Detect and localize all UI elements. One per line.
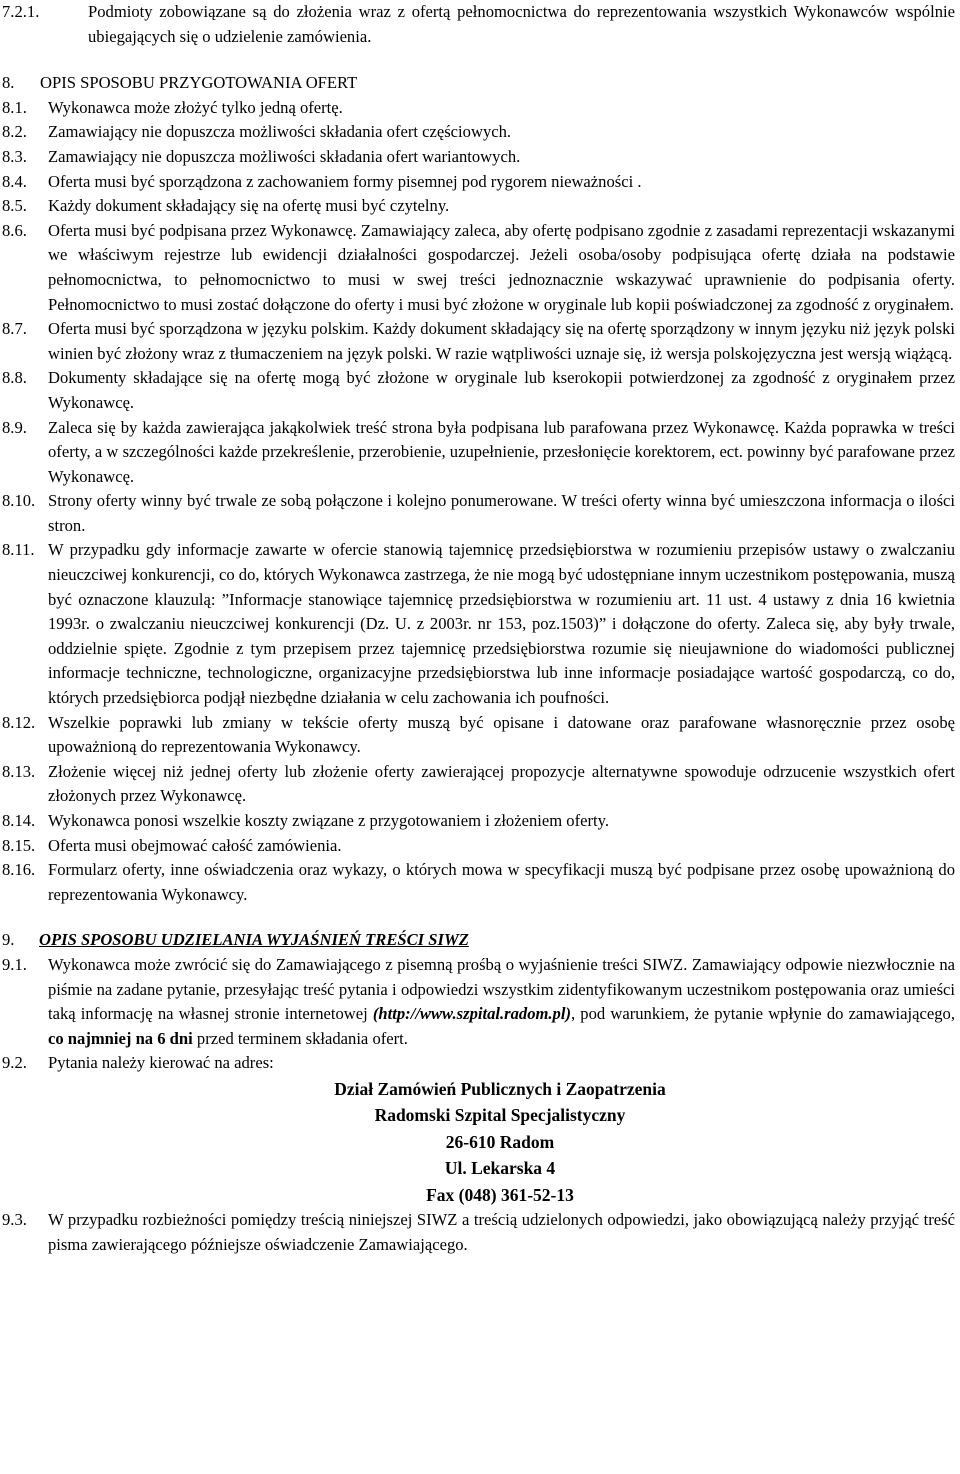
section-8-heading: [0, 71, 960, 96]
paragraph-9-2: [0, 1051, 960, 1076]
section-title: OPIS SPOSOBU UDZIELANIA WYJAŚNIEŃ TREŚCI SIWZ: [39, 930, 469, 950]
address-line: Ul. Lekarska 4: [444, 1158, 556, 1179]
paragraph-number: 8.16.: [2, 860, 36, 880]
section-8-items: [0, 96, 960, 908]
paragraph-text: Pytania należy kierować na adres:: [48, 1053, 274, 1073]
paragraph-8-10: [0, 489, 960, 538]
paragraph-8-3: [0, 145, 960, 170]
paragraph-number: 8.13.: [2, 761, 36, 781]
paragraph-number: 9.3.: [2, 1210, 27, 1230]
paragraph-text: Oferta musi być sporządzona w języku polskim. Każdy dokument składający się na ofertę sporządzony w innym języku niż język polski winien być złożony wraz z tłumaczeniem na język polski. W razie wątpliwości uznaje się, iż wersja polskojęzyczna jest wersją wiążącą.: [48, 319, 955, 363]
section-9-heading: [0, 928, 960, 953]
paragraph-text: Podmioty zobowiązane są do złożenia wraz z ofertą pełnomocnictwa do reprezentowania wszystkich Wykonawców wspólnie ubiegających się o udzielenie zamówienia.: [88, 2, 955, 46]
paragraph-text: Wykonawca może złożyć tylko jedną ofertę.: [48, 97, 343, 117]
paragraph-8-6: [0, 219, 960, 317]
paragraph-number: 7.2.1.: [2, 2, 40, 21]
paragraph-text: Zamawiający nie dopuszcza możliwości składania ofert częściowych.: [48, 122, 512, 142]
paragraph-8-15: [0, 834, 960, 859]
paragraph-text: Oferta musi obejmować całość zamówienia.: [48, 835, 342, 855]
text-part: przed terminem składania ofert.: [192, 1028, 408, 1048]
paragraph-number: 8.5.: [2, 196, 27, 216]
paragraph-text: Oferta musi być podpisana przez Wykonawcę. Zamawiający zaleca, aby ofertę podpisano zgodnie z zasadami reprezentacji wskazanymi we właściwym rejestrze lub ewidencji działalności gospodarczej. Jeżeli osoba/osoby podpisująca ofertę działa na podstawie pełnomocnictwa, to pełnomocnictwo to musi w swej treści jednoznacznie wskazywać uprawnienie do podpisania oferty. Pełnomocnictwo to musi zostać dołączone do oferty i musi być złożone w oryginale lub kopii poświadczonej za zgodność z oryginałem.: [48, 220, 955, 314]
paragraph-text: Złożenie więcej niż jednej oferty lub złożenie oferty zawierającej propozycje alternatywne spowoduje odrzucenie wszystkich ofert złożonych przez Wykonawcę.: [48, 761, 955, 806]
paragraph-text: Strony oferty winny być trwale ze sobą połączone i kolejno ponumerowane. W treści oferty winna być umieszczona informacja o ilości stron.: [48, 491, 955, 535]
paragraph-8-14: [0, 809, 960, 834]
section-number: 8.: [2, 73, 15, 93]
paragraph-text: W przypadku gdy informacje zawarte w ofercie stanowią tajemnicę przedsiębiorstwa w rozumieniu przepisów ustawy o zwalczaniu nieuczciwej konkurencji, co do, których Wykonawca zastrzega, że nie mogą być udostępniane innym uczestnikom postępowania, muszą być oznaczone klauzulą: ”Informacje stanowiące tajemnicę przedsiębiorstwa w rozumieniu art. 11 ust. 4 ustawy z dnia 16 kwietnia 1993r. o zwalczaniu nieuczciwej konkurencji (Dz. U. z 2003r. nr 153, poz.1503)” i dołączone do oferty. Zaleca się, aby były trwale, oddzielnie spięte. Zgodnie z tym przepisem przez tajemnicę przedsiębiorstwa rozumie się nieujawnione do wiadomości publicznej informacje techniczne, technologiczne, organizacyjne przedsiębiorstwa lub inne informacje posiadające wartość gospodarczą, co do, których przedsiębiorca podjął niezbędne działania w celu zachowania ich poufności.: [48, 540, 955, 708]
paragraph-number: 8.8.: [2, 368, 27, 388]
paragraph-8-16: [0, 858, 960, 907]
paragraph-8-5: [0, 194, 960, 219]
deadline-emphasis: co najmniej na 6 dni: [48, 1028, 193, 1048]
address-line: 26-610 Radom: [445, 1131, 555, 1152]
paragraph-8-9: [0, 416, 960, 490]
paragraph-number: 8.1.: [2, 97, 27, 117]
paragraph-number: 8.9.: [2, 417, 27, 437]
text-part: , pod warunkiem, że pytanie wpłynie do zamawiającego,: [571, 1004, 955, 1024]
paragraph-7-2-1: [0, 0, 960, 49]
paragraph-number: 8.10.: [2, 491, 36, 511]
text-part: Wykonawca może zwrócić się do Zamawiającego z pisemną prośbą o wyjaśnienie treści SIWZ. Zamawiający odpowie niezwłocznie na piśmie na zadane pytanie, przesyłając treść pytania i odpowiedzi wszystkim zidentyfikowanym uczestnikom postępowania oraz umieści taką informację na własnej stronie internetowej: [48, 954, 955, 1024]
paragraph-text: Wykonawca ponosi wszelkie koszty związane z przygotowaniem i złożeniem oferty.: [48, 811, 609, 830]
address-line: Fax (048) 361-52-13: [426, 1184, 574, 1205]
paragraph-text: Wszelkie poprawki lub zmiany w tekście oferty muszą być opisane i datowane oraz parafowane własnoręcznie przez osobę upoważnioną do reprezentowania Wykonawcy.: [48, 712, 955, 757]
paragraph-number: 8.4.: [2, 171, 27, 191]
section-number: 9.: [2, 930, 15, 950]
section-9-items: [0, 953, 960, 1258]
paragraph-8-4: [0, 170, 960, 195]
paragraph-8-2: [0, 120, 960, 145]
paragraph-number: 8.14.: [2, 811, 36, 830]
paragraph-text: [48, 953, 955, 1051]
paragraph-text: Zamawiający nie dopuszcza możliwości składania ofert wariantowych.: [48, 146, 521, 166]
paragraph-text: Oferta musi być sporządzona z zachowaniem formy pisemnej pod rygorem nieważności .: [48, 171, 642, 191]
section-title: OPIS SPOSOBU PRZYGOTOWANIA OFERT: [40, 73, 358, 93]
paragraph-9-3: [0, 1208, 960, 1257]
paragraph-8-1: [0, 96, 960, 121]
paragraph-9-1: [0, 953, 960, 1051]
paragraph-text: W przypadku rozbieżności pomiędzy treścią niniejszej SIWZ a treścią udzielonych odpowiedzi, jako obowiązującą należy przyjąć treść pisma zawierającego późniejsze oświadczenie Zamawiającego.: [48, 1210, 955, 1255]
paragraph-text: Formularz oferty, inne oświadczenia oraz wykazy, o których mowa w specyfikacji muszą być podpisane przez osobę upoważnioną do reprezentowania Wykonawcy.: [48, 860, 955, 904]
paragraph-8-13: [0, 760, 960, 809]
address-line: Dział Zamówień Publicznych i Zaopatrzenia: [334, 1078, 666, 1099]
paragraph-number: 8.15.: [2, 835, 36, 855]
paragraph-number: 8.3.: [2, 146, 27, 166]
address-line: Radomski Szpital Specjalistyczny: [374, 1105, 626, 1126]
paragraph-8-8: [0, 366, 960, 415]
paragraph-number: 8.7.: [2, 319, 27, 339]
paragraph-number: 9.1.: [2, 954, 27, 974]
paragraph-number: 8.2.: [2, 122, 27, 142]
paragraph-number: 8.11.: [2, 540, 35, 560]
website-url: (http://www.szpital.radom.pl): [372, 1004, 571, 1024]
paragraph-text: Zaleca się by każda zawierająca jakąkolwiek treść strona była podpisana lub parafowana przez Wykonawcę. Każda poprawka w treści oferty, a w szczególności każde przekreślenie, przerobienie, uzupełnienie, przesłonięcie korektorem, ect. powinny być parafowane przez Wykonawcę.: [48, 417, 955, 486]
paragraph-number: 8.6.: [2, 220, 27, 240]
paragraph-number: 9.2.: [2, 1053, 27, 1073]
address-block: [0, 1076, 960, 1209]
paragraph-8-11: [0, 538, 960, 710]
paragraph-text: Dokumenty składające się na ofertę mogą być złożone w oryginale lub kserokopii potwierdzonej za zgodność z oryginałem przez Wykonawcę.: [48, 368, 955, 412]
paragraph-text: Każdy dokument składający się na ofertę musi być czytelny.: [48, 196, 450, 216]
paragraph-number: 8.12.: [2, 712, 36, 732]
paragraph-8-7: [0, 317, 960, 366]
paragraph-8-12: [0, 711, 960, 760]
